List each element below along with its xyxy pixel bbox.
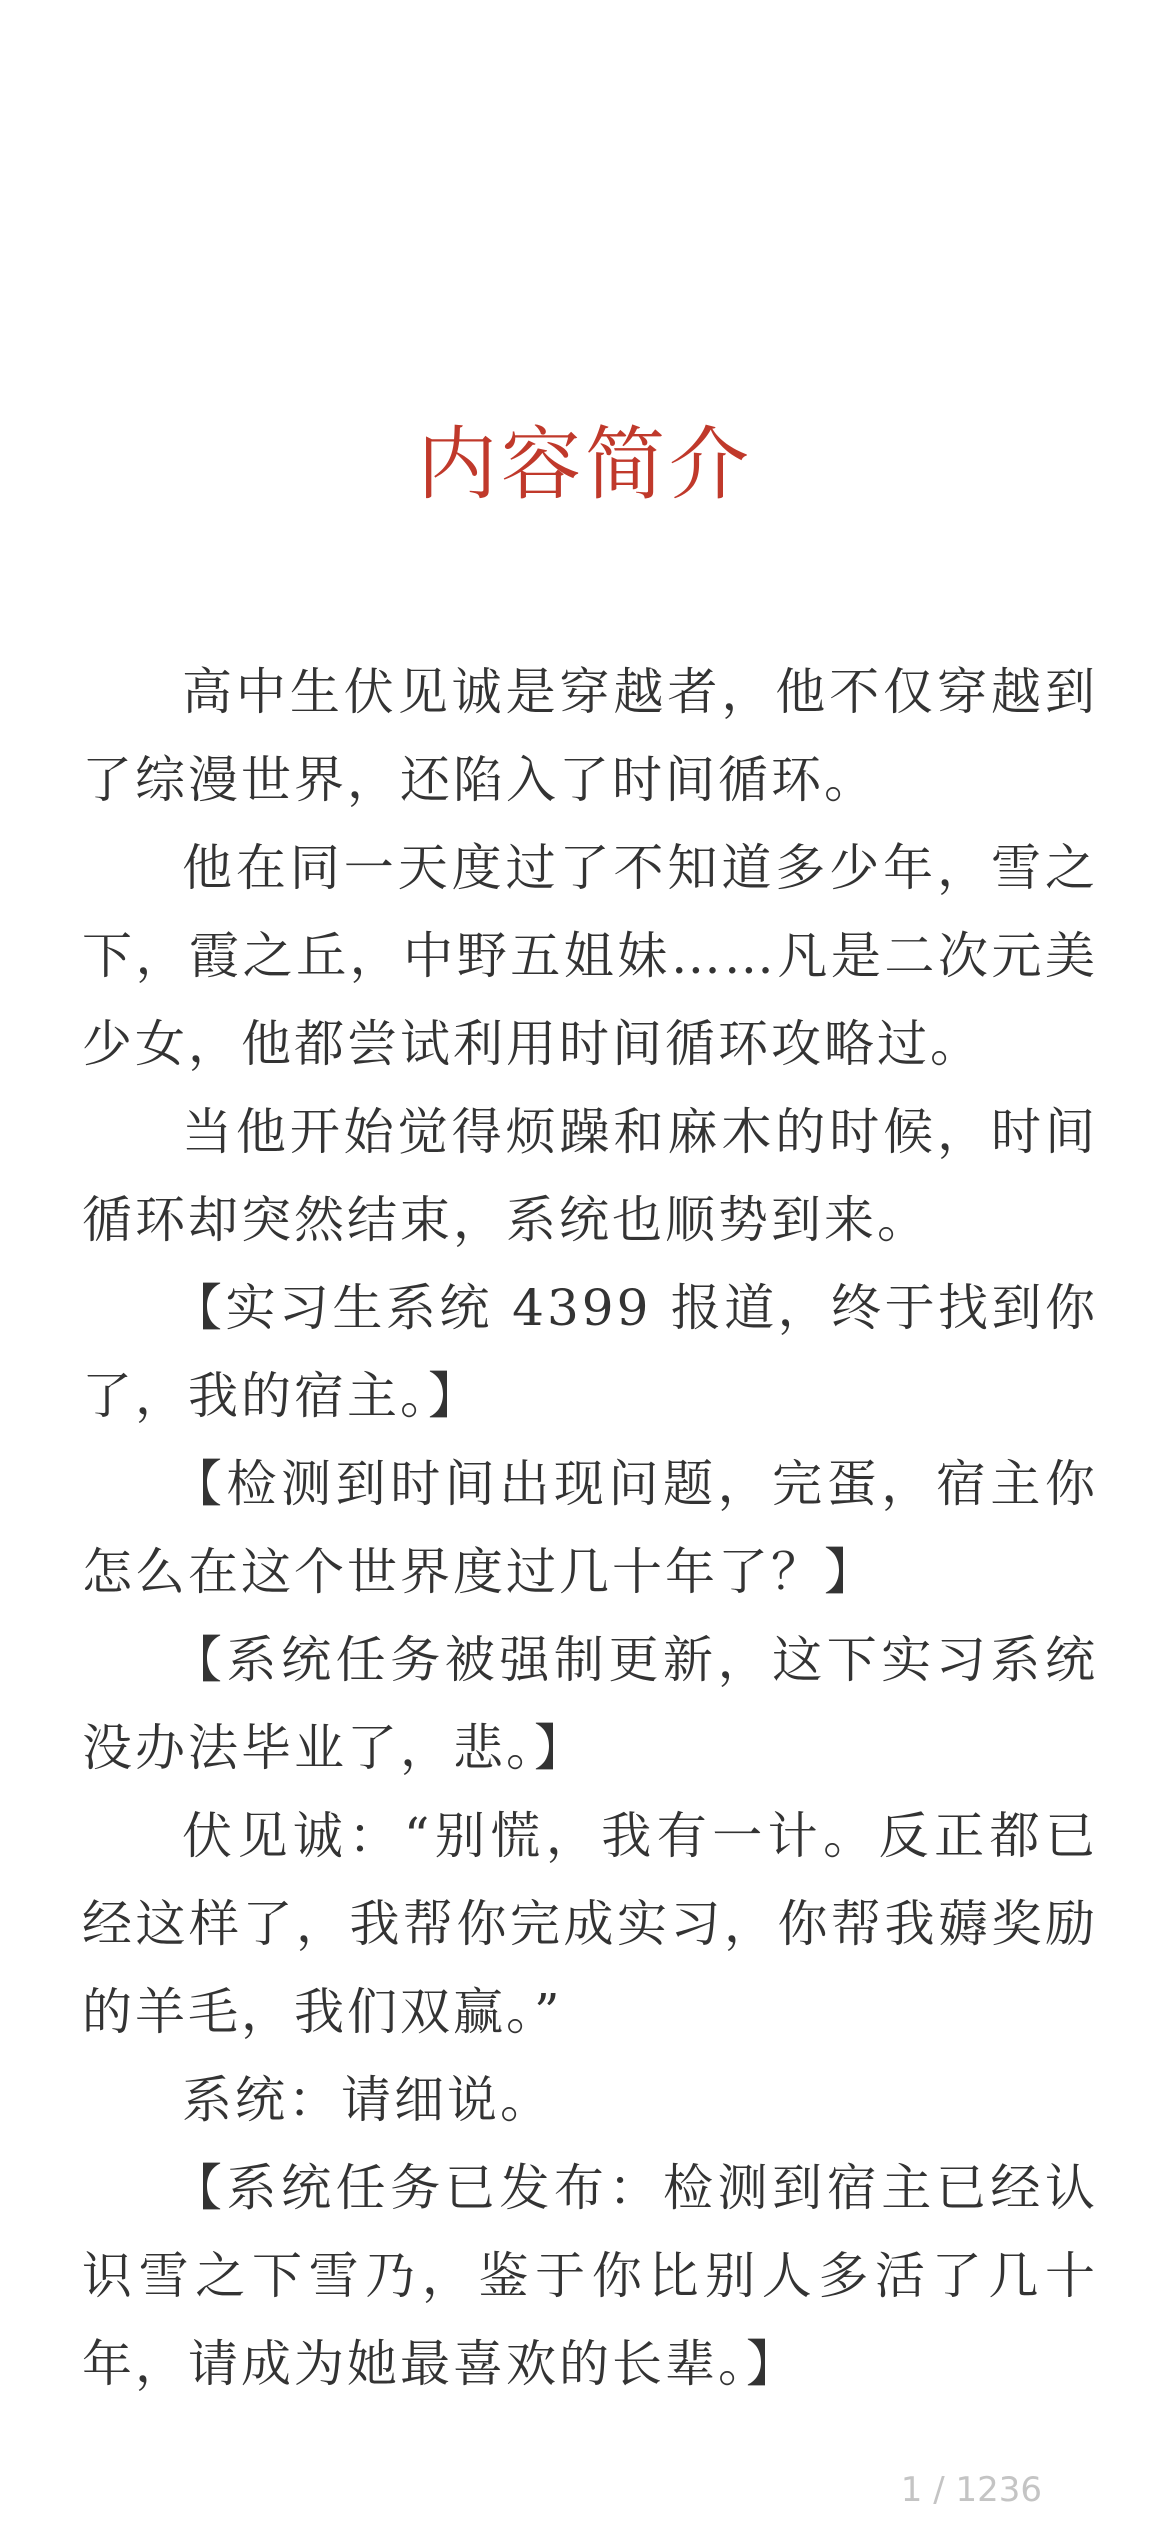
paragraph: 伏见诚：“别慌，我有一计。反正都已经这样了，我帮你完成实习，你帮我薅奖励的羊毛，我们双赢。”: [82, 1807, 1098, 2041]
paragraph: 【实习生系统 4399 报道，终于找到你了，我的宿主。】: [82, 1279, 1098, 1425]
paragraph: 高中生伏见诚是穿越者，他不仅穿越到了综漫世界，还陷入了时间循环。: [82, 663, 1098, 809]
page-indicator: 1 / 1236: [900, 2470, 1042, 2510]
paragraph: 系统：请细说。: [182, 2071, 553, 2129]
paragraph: 【系统任务已发布：检测到宿主已经认识雪之下雪乃，鉴于你比别人多活了几十年，请成为她最喜欢的长辈。】: [82, 2159, 1098, 2393]
paragraph: 【系统任务被强制更新，这下实习系统没办法毕业了，悲。】: [82, 1631, 1098, 1777]
paragraph: 【检测到时间出现问题，完蛋，宿主你怎么在这个世界度过几十年了？】: [82, 1455, 1098, 1601]
paragraph: 他在同一天度过了不知道多少年，雪之下，霞之丘，中野五姐妹……凡是二次元美少女，他都尝试利用时间循环攻略过。: [82, 839, 1098, 1073]
paragraph: 当他开始觉得烦躁和麻木的时候，时间循环却突然结束，系统也顺势到来。: [82, 1103, 1098, 1249]
chapter-title: 内容简介: [417, 418, 753, 511]
chapter-body: [82, 648, 1098, 2408]
